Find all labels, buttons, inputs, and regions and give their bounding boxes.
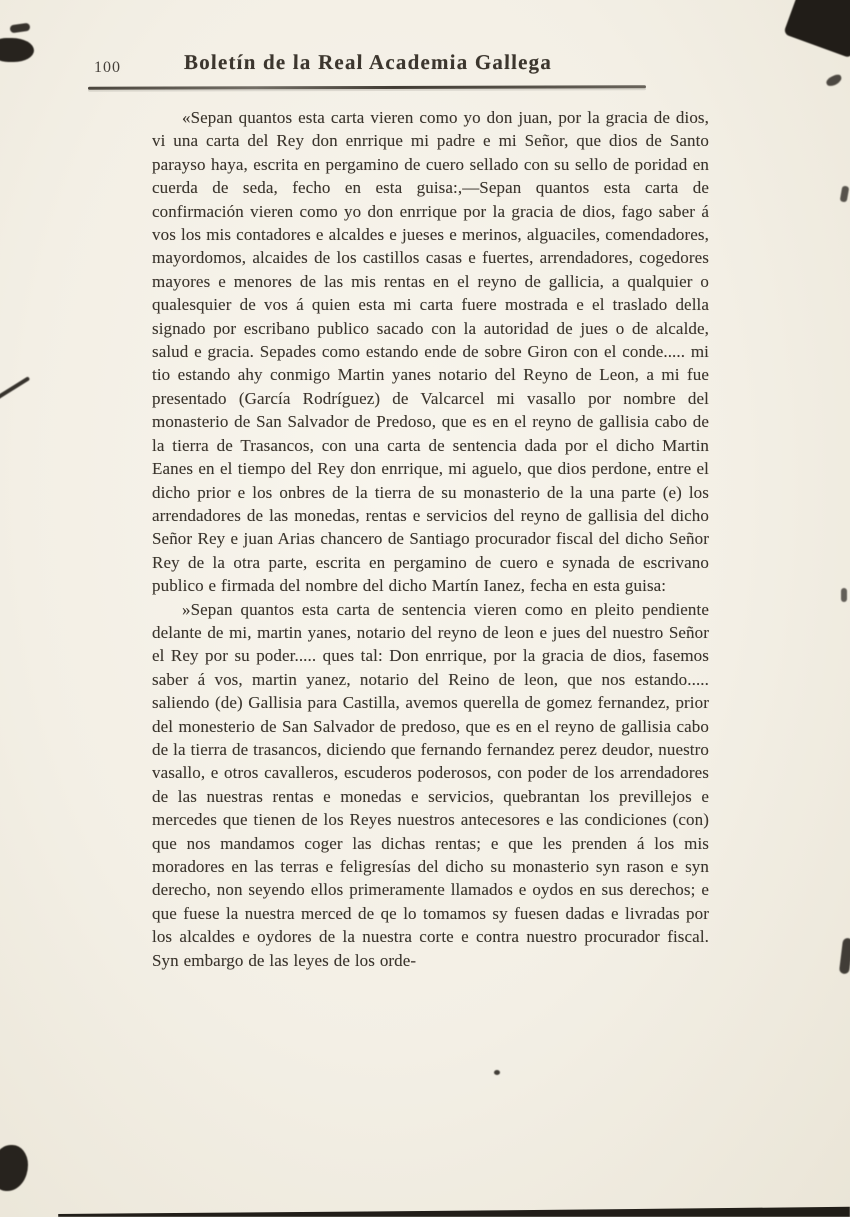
paragraph-2: »Sepan quantos esta carta de sentencia vieren como en pleito pendiente delante de mi, martin yanes, notario del reyno de leon e jues del nuestro Señor el Rey por su poder..... ques tal: Don enrrique, por la gracia de dios, fasemos saber á vos, martin yanez, notario del Reino de leon, que nos estando..... saliendo (de) Gallisia para Castilla, avemos querella de gomez fernandez, prior del monesterio de San Salvador de predoso, que es en el reyno de gallisia cabo de la tierra de trasancos, diciendo que fernando fernandez perez deudor, nuestro vasallo, e otros cavalleros, escuderos poderosos, con poder de los arrendadores de las nuestras rentas e monedas e servicios, quebrantan los previllejos e mercedes que tienen de los Reyes nuestros antecesores e las condiciones (con) que nos mandamos coger las dichas rentas; e que les prenden á los mis moradores en las terras e feligresías del dicho su monasterio syn rason e syn derecho, non seyendo ellos primeramente llamados e oydos en sus derechos; e que fuese la nuestra merced de qe lo tomamos sy fuesen dadas e livradas por los alcaldes e oydores de la nuestra corte e contra nuestro procurador fiscal. Syn embargo de las leyes de los orde- [152, 599, 709, 970]
scan-artifact-top-right-wedge [783, 0, 850, 58]
scan-artifact-bottom-left-blob [0, 1145, 28, 1191]
page-body [152, 106, 709, 972]
scan-artifact-right-squiggle [825, 73, 843, 88]
scan-artifact-top-left-blob [0, 38, 34, 62]
journal-title: Boletín de la Real Academia Gallega [183, 50, 553, 74]
header-rule [88, 85, 646, 89]
scan-artifact-right-edge-2 [841, 588, 847, 602]
page-number: 100 [94, 59, 121, 76]
scan-artifact-top-left-dash [10, 23, 31, 34]
page-header [88, 50, 648, 84]
scan-artifact-right-edge-1 [840, 186, 850, 203]
scan-artifact-left-slash [0, 376, 30, 400]
scan-artifact-right-edge-3 [839, 938, 850, 975]
scan-artifact-bottom-band [58, 1205, 850, 1217]
scan-artifact-speck [494, 1070, 500, 1075]
paragraph-1: «Sepan quantos esta carta vieren como yo don juan, por la gracia de dios, vi una carta del Rey don enrrique mi padre e mi Señor, que dios de Santo parayso haya, escrita en pergamino de cuero sellado con su sello de poridad en cuerda de seda, fecho en esta guisa:,—Sepan quantos esta carta de confirmación vieren como yo don enrrique por la gracia de dios, fago saber á vos los mis contadores e alcaldes e jueses e merinos, alguaciles, comendadores, mayordomos, alcaides de los castillos casas e fuertes, arrendadores, cogedores mayores e menores de las mis rentas en el reyno de gallicia, a qualquier o qualesquier de vos á quien esta mi carta fuere mostrada e el traslado della signado por escribano publico sacado con la autoridad de jues o de alcalde, salud e gracia. Sepades como estando ende de sobre Giron con el conde..... mi tio estando ahy conmigo Martin yanes notario del Reyno de Leon, a mi fue presentado (García Rodríguez) de Valcarcel mi vasallo por nombre del monasterio de San Salvador de Predoso, que es en el reyno de gallisia cabo de la tierra de Trasancos, con una carta de sentencia dada por el dicho Martin Eanes en el tiempo del Rey don enrrique, mi aguelo, que dios perdone, entre el dicho prior e los onbres de la tierra de su monasterio de la una parte (e) los arrendadores de las monedas, rentas e servicios del reyno de gallisia del dicho Señor Rey e juan Arias chancero de Santiago procurador fiscal del dicho Señor Rey de la otra parte, escrita en pergamino de cuero e synada de escrivano publico e firmada del nombre del dicho Martín Ianez, fecha en esta guisa: [152, 108, 709, 596]
